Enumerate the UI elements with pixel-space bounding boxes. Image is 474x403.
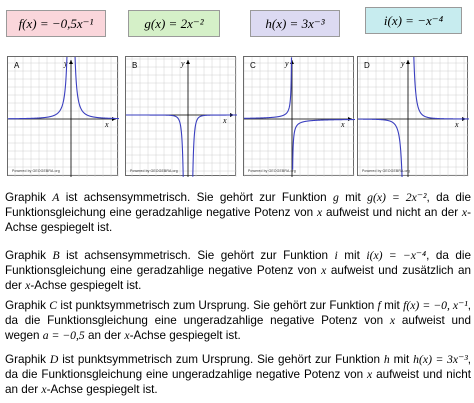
graph-letter: C — [250, 61, 256, 70]
function-label: i(x) = −x⁻⁴ — [383, 12, 444, 28]
function-label: g(x) = 2x⁻² — [144, 15, 204, 31]
function-curve — [75, 57, 119, 119]
function-box-i — [365, 7, 462, 34]
x-axis-label: x — [223, 116, 227, 125]
graph-c — [243, 56, 354, 176]
powered-by-text: Powered by GEOGEBRA.org — [248, 169, 296, 173]
graph-a — [7, 56, 118, 176]
y-axis-label: y — [181, 59, 185, 68]
function-box-f — [6, 10, 106, 37]
paragraph-graph-b: Graphik B ist achsensymmetrisch. Sie gehört zur Funktion i mit i(x) = −x⁻⁴, da die Funktionsgleichung eine geradzahlige negative Potenz von x aufweist und zusätzlich an der x-Achse gespiegelt ist. — [5, 249, 472, 292]
graph-letter: A — [14, 61, 20, 70]
function-curve — [126, 115, 183, 177]
graph-letter: B — [132, 61, 138, 70]
x-axis-label: x — [341, 120, 345, 129]
grid — [126, 57, 237, 177]
graph-letter: D — [364, 61, 370, 70]
function-label: f(x) = −0,5x⁻¹ — [18, 15, 94, 31]
y-axis-arrow — [290, 60, 294, 64]
function-label: h(x) = 3x⁻³ — [265, 15, 325, 31]
x-axis-label: x — [455, 120, 459, 129]
function-box-h — [250, 10, 340, 37]
y-axis-arrow — [186, 60, 190, 64]
graph-c-plot — [244, 57, 355, 177]
function-curve — [193, 115, 237, 177]
paragraph-graph-a: Graphik A ist achsensymmetrisch. Sie gehört zur Funktion g mit g(x) = 2x⁻², da die Funktionsgleichung eine geradzahlige negative Potenz von x aufweist und nicht an der x-Achse gespiegelt ist. — [5, 191, 472, 234]
y-axis-label: y — [285, 59, 289, 68]
y-axis-label: y — [64, 59, 68, 68]
graph-d — [357, 56, 468, 176]
graph-d-plot — [358, 57, 469, 177]
graph-b — [125, 56, 236, 176]
function-box-g — [128, 10, 220, 37]
paragraph-graph-c: Graphik C ist punktsymmetrisch zum Ursprung. Sie gehört zur Funktion f mit f(x) = −0, x⁻¹, da die Funktionsgleichung eine ungeradzahlige negative Potenz von x aufweist und wegen a = −0,5 an der x-Achse gespiegelt ist. — [5, 299, 472, 342]
graph-a-plot — [8, 57, 119, 177]
paragraph-graph-d: Graphik D ist punktsymmetrisch zum Ursprung. Sie gehört zur Funktion h mit h(x) = 3x⁻³, da die Funktionsgleichung eine ungeradzahlige negative Potenz von x aufweist und nicht an der x-Achse gespiegelt ist. — [5, 353, 471, 396]
graph-b-plot — [126, 57, 237, 177]
grid — [358, 57, 469, 177]
powered-by-text: Powered by GEOGEBRA.org — [362, 169, 410, 173]
y-axis-arrow — [406, 60, 410, 64]
x-axis-label: x — [105, 120, 109, 129]
grid — [8, 57, 119, 177]
function-curve — [414, 57, 469, 119]
powered-by-text: Powered by GEOGEBRA.org — [130, 169, 178, 173]
y-axis-arrow — [69, 60, 73, 64]
powered-by-text: Powered by GEOGEBRA.org — [12, 169, 60, 173]
grid — [244, 57, 355, 177]
y-axis-label: y — [401, 59, 405, 68]
